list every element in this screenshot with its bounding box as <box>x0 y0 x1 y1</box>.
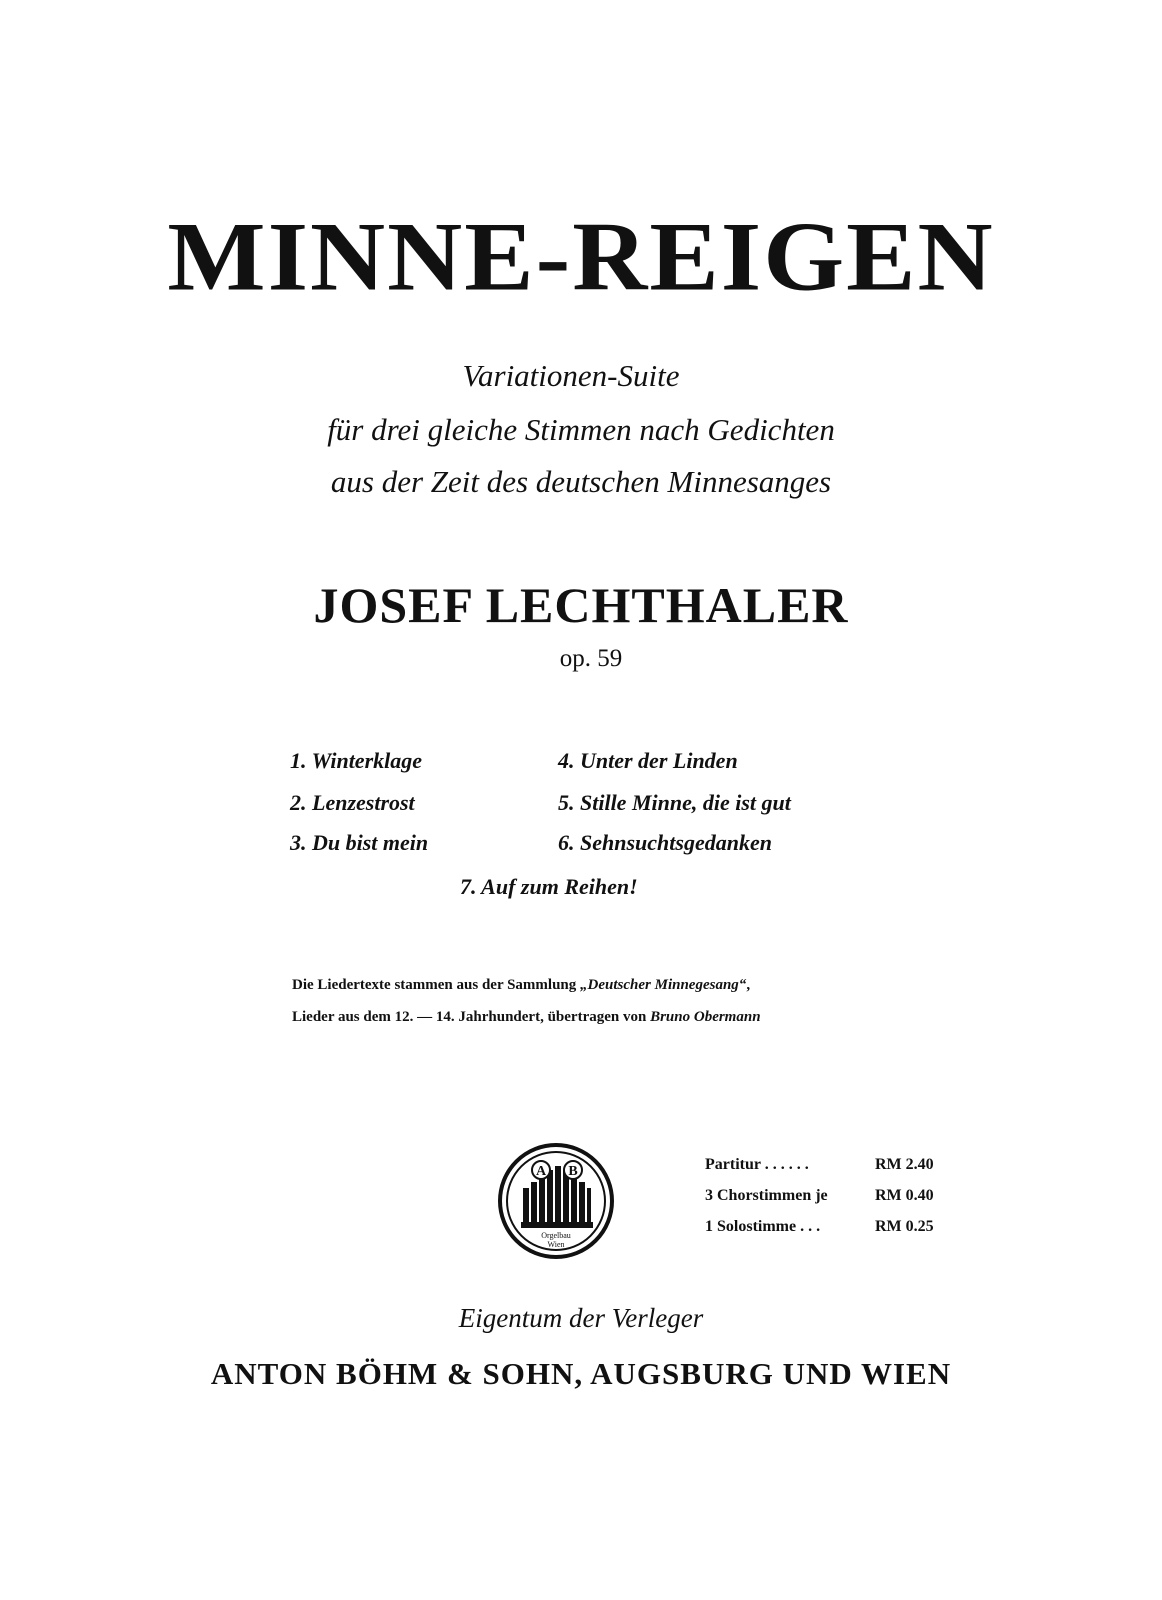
song-item: 7. Auf zum Reihen! <box>460 874 638 899</box>
source-note-text: Die Liedertexte stammen aus der Sammlung <box>292 977 581 993</box>
price-label: 3 Chorstimmen je <box>705 1187 828 1204</box>
price-value: RM 0.40 <box>875 1187 934 1204</box>
subtitle-line-3: aus der Zeit des deutschen Minnesanges <box>330 464 832 499</box>
price-value: RM 0.25 <box>875 1218 934 1235</box>
seal-text-line-2: Wien <box>547 1240 565 1249</box>
composer-name: JOSEF LECHTHALER <box>313 577 849 633</box>
source-note-line-2 <box>292 1010 761 1025</box>
price-list <box>705 1157 955 1250</box>
song-item: 6. Sehnsuchtsgedanken <box>558 830 772 855</box>
subtitle-line-2: für drei gleiche Stimmen nach Gedichten <box>327 412 835 447</box>
song-item: 4. Unter der Linden <box>558 748 738 773</box>
ownership-notice: Eigentum der Verleger <box>458 1303 704 1333</box>
organ-seal-icon <box>497 1142 615 1260</box>
song-item: 5. Stille Minne, die ist gut <box>558 790 791 815</box>
price-label: 1 Solostimme . . . <box>705 1218 821 1235</box>
opus-number: op. 59 <box>559 645 623 672</box>
price-row <box>705 1219 955 1250</box>
song-item: 2. Lenzestrost <box>290 790 415 815</box>
song-item: 1. Winterklage <box>290 748 423 773</box>
price-row <box>705 1157 955 1188</box>
song-item: 3. Du bist mein <box>290 830 429 855</box>
source-collection-title: „Deutscher Minnegesang“ <box>580 977 747 993</box>
work-title: MINNE-REIGEN <box>167 201 995 312</box>
price-row <box>705 1188 955 1219</box>
seal-monogram-b: B <box>568 1164 578 1179</box>
seal-text-line-1: Orgelbau <box>541 1231 571 1240</box>
source-note-text: Lieder aus dem 12. — 14. Jahrhundert, übertragen von <box>292 1009 651 1025</box>
subtitle-line-1: Variationen-Suite <box>462 358 680 393</box>
seal-monogram-a: A <box>535 1164 547 1179</box>
source-note-line-1 <box>292 978 750 993</box>
source-note-punct: , <box>746 977 751 993</box>
price-label: Partitur . . . . . . <box>705 1156 809 1173</box>
translator-name: Bruno Obermann <box>650 1009 761 1025</box>
publisher-name: ANTON BÖHM & SOHN, AUGSBURG UND WIEN <box>210 1356 952 1391</box>
price-value: RM 2.40 <box>875 1156 934 1173</box>
